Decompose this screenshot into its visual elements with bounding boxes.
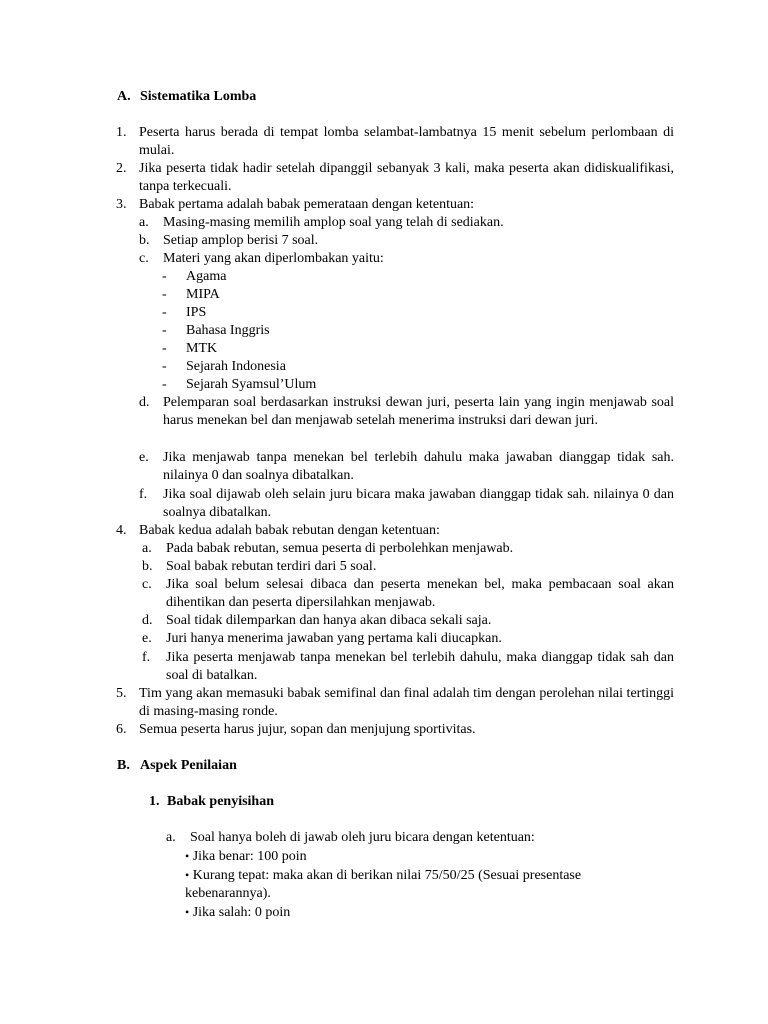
rule-number: 4. (116, 523, 127, 538)
sub-text: Masing-masing memilih amplop soal yang telah di sediakan. (163, 215, 504, 230)
sub-label: b. (139, 233, 150, 248)
round2-item-a (142, 540, 674, 558)
round1-item-e (139, 449, 674, 485)
rule-number: 6. (116, 722, 127, 737)
round2-item-f (142, 649, 674, 685)
scoring-bullet (185, 866, 655, 903)
bullet-marker: • (185, 905, 190, 919)
dash-marker: - (162, 323, 167, 338)
bullet-text: Kurang tepat: maka akan di berikan nilai 75/50/25 (Sesuai presentase kebenarannya). (185, 868, 582, 901)
sub-heading-title: Babak penyisihan (167, 794, 274, 809)
subject-text: MIPA (186, 287, 220, 302)
sub-text: Pelemparan soal berdasarkan instruksi dewan juri, peserta lain yang ingin menjawab soal harus menekan bel dan menjawab setelah menerima instruksi dari dewan juri. (163, 395, 674, 428)
bullet-marker: • (185, 849, 190, 863)
sub-label: a. (139, 215, 149, 230)
rule-text: Semua peserta harus jujur, sopan dan menjujung sportivitas. (139, 722, 476, 737)
sub-text: Pada babak rebutan, semua peserta di perbolehkan menjawab. (166, 541, 514, 556)
sub-text: Jika soal dijawab oleh selain juru bicara maka jawaban dianggap tidak sah. nilainya 0 dan soalnya dibatalkan. (163, 487, 674, 520)
rule-number: 3. (116, 197, 127, 212)
section-b-heading (117, 757, 237, 775)
rule-item-2 (116, 160, 674, 196)
rule-text: Babak kedua adalah babak rebutan dengan ketentuan: (139, 523, 440, 538)
scoring-item-a (166, 829, 674, 847)
sub-label: b. (142, 559, 153, 574)
round1-item-d (139, 394, 674, 430)
rule-number: 5. (116, 686, 127, 701)
sub-label: d. (139, 395, 150, 410)
section-a-title: Sistematika Lomba (140, 89, 257, 104)
subject-text: MTK (186, 341, 218, 356)
section-b-label: B. (117, 758, 130, 773)
sub-label: f. (142, 650, 151, 665)
dash-marker: - (162, 359, 167, 374)
subject-text: Bahasa Inggris (186, 323, 270, 338)
rule-number: 1. (116, 125, 127, 140)
subject-text: IPS (186, 305, 207, 320)
dash-marker: - (162, 341, 167, 356)
dash-marker: - (162, 377, 167, 392)
subject-text: Sejarah Indonesia (186, 359, 286, 374)
round1-item-b (139, 232, 674, 250)
sub-heading-number: 1. (149, 794, 160, 809)
sub-label: e. (142, 631, 152, 646)
round2-item-b (142, 558, 674, 576)
subject-text: Sejarah Syamsul’Ulum (186, 377, 317, 392)
scoring-label: a. (166, 830, 176, 845)
rule-item-3 (116, 196, 674, 214)
sub-label: e. (139, 450, 149, 465)
sub-text: Jika soal belum selesai dibaca dan peserta menekan bel, maka pembacaan soal akan dihentikan dan peserta dipersilahkan menjawab. (166, 577, 674, 610)
round1-item-f (139, 486, 674, 522)
round1-item-a (139, 214, 674, 232)
subject-text: Agama (186, 269, 227, 284)
round2-item-c (142, 576, 674, 612)
sub-heading (149, 793, 274, 811)
dash-marker: - (162, 269, 167, 284)
sub-label: c. (142, 577, 152, 592)
round2-item-d (142, 612, 674, 630)
sub-text: Jika menjawab tanpa menekan bel terlebih dahulu maka jawaban dianggap tidak sah. nilainya 0 dan soalnya dibatalkan. (163, 450, 674, 483)
round1-item-c (139, 250, 674, 268)
sub-text: Jika peserta menjawab tanpa menekan bel terlebih dahulu, maka dianggap tidak sah dan soal di batalkan. (166, 650, 674, 683)
rule-item-4 (116, 522, 674, 540)
bullet-text: Jika salah: 0 poin (192, 905, 291, 920)
rule-text: Jika peserta tidak hadir setelah dipanggil sebanyak 3 kali, maka peserta akan didiskualifikasi, tanpa terkecuali. (139, 161, 674, 194)
sub-text: Soal tidak dilemparkan dan hanya akan dibaca sekali saja. (166, 613, 492, 628)
bullet-text: Jika benar: 100 poin (192, 849, 307, 864)
sub-text: Juri hanya menerima jawaban yang pertama kali diucapkan. (166, 631, 502, 646)
sub-label: d. (142, 613, 153, 628)
sub-label: f. (139, 487, 148, 502)
sub-label: c. (139, 251, 149, 266)
rule-number: 2. (116, 161, 127, 176)
section-b-title: Aspek Penilaian (140, 758, 237, 773)
sub-label: a. (142, 541, 152, 556)
section-a-heading (117, 88, 256, 106)
round2-item-e (142, 630, 674, 648)
section-a-label: A. (117, 89, 131, 104)
sub-text: Setiap amplop berisi 7 soal. (163, 233, 319, 248)
rule-text: Peserta harus berada di tempat lomba selambat-lambatnya 15 menit sebelum perlombaan di mulai. (139, 125, 674, 158)
rule-text: Babak pertama adalah babak pemerataan dengan ketentuan: (139, 197, 475, 212)
scoring-text: Soal hanya boleh di jawab oleh juru bicara dengan ketentuan: (190, 830, 535, 845)
scoring-bullet (185, 903, 655, 922)
dash-marker: - (162, 305, 167, 320)
dash-marker: - (162, 287, 167, 302)
bullet-marker: • (185, 868, 190, 882)
scoring-bullet (185, 847, 655, 866)
rule-text: Tim yang akan memasuki babak semifinal dan final adalah tim dengan perolehan nilai tertinggi di masing-masing ronde. (139, 686, 674, 719)
sub-text: Soal babak rebutan terdiri dari 5 soal. (166, 559, 377, 574)
rule-item-6 (116, 721, 674, 739)
sub-text: Materi yang akan diperlombakan yaitu: (163, 251, 384, 266)
rule-item-1 (116, 124, 674, 160)
rule-item-5 (116, 685, 674, 721)
